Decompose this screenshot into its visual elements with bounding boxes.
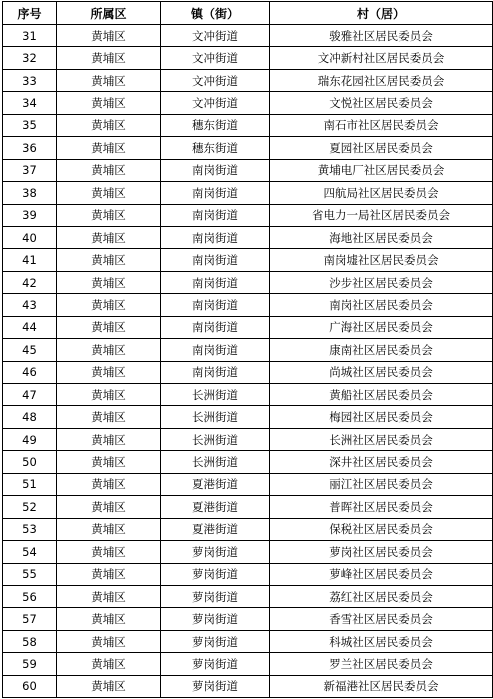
cell-seq: 31 [3,25,57,47]
cell-town: 文冲街道 [161,47,270,69]
cell-town: 南岗街道 [161,204,270,226]
cell-seq: 43 [3,294,57,316]
cell-district: 黄埔区 [57,406,161,428]
cell-district: 黄埔区 [57,25,161,47]
table-header [3,2,493,25]
cell-town: 南岗街道 [161,316,270,338]
cell-seq: 45 [3,339,57,361]
cell-village: 普晖社区居民委员会 [270,496,493,518]
cell-village: 萝峰社区居民委员会 [270,563,493,585]
table-row [3,182,493,204]
cell-town: 夏港街道 [161,496,270,518]
cell-seq: 47 [3,384,57,406]
table-row [3,585,493,607]
cell-village: 丽江社区居民委员会 [270,473,493,495]
cell-seq: 60 [3,675,57,697]
cell-seq: 51 [3,473,57,495]
cell-town: 长洲街道 [161,451,270,473]
cell-village: 罗兰社区居民委员会 [270,653,493,675]
cell-village: 省电力一局社区居民委员会 [270,204,493,226]
cell-district: 黄埔区 [57,204,161,226]
cell-town: 夏港街道 [161,473,270,495]
cell-seq: 52 [3,496,57,518]
table-body [3,25,493,698]
cell-district: 黄埔区 [57,518,161,540]
cell-seq: 37 [3,159,57,181]
table-row [3,69,493,91]
cell-village: 南岗社区居民委员会 [270,294,493,316]
cell-seq: 54 [3,541,57,563]
table-row [3,630,493,652]
cell-seq: 48 [3,406,57,428]
table-row [3,563,493,585]
cell-village: 新福港社区居民委员会 [270,675,493,697]
cell-village: 黄船社区居民委员会 [270,384,493,406]
cell-district: 黄埔区 [57,339,161,361]
cell-village: 保税社区居民委员会 [270,518,493,540]
cell-town: 萝岗街道 [161,563,270,585]
cell-seq: 50 [3,451,57,473]
table-row [3,226,493,248]
header-village: 村（居） [270,2,493,25]
cell-seq: 46 [3,361,57,383]
cell-seq: 42 [3,271,57,293]
cell-town: 夏港街道 [161,518,270,540]
table-row [3,316,493,338]
cell-district: 黄埔区 [57,69,161,91]
cell-town: 萝岗街道 [161,675,270,697]
cell-seq: 36 [3,137,57,159]
table-row [3,541,493,563]
cell-seq: 49 [3,428,57,450]
cell-town: 长洲街道 [161,406,270,428]
cell-seq: 39 [3,204,57,226]
cell-district: 黄埔区 [57,92,161,114]
cell-village: 黄埔电厂社区居民委员会 [270,159,493,181]
cell-district: 黄埔区 [57,541,161,563]
cell-town: 南岗街道 [161,361,270,383]
header-town: 镇（街） [161,2,270,25]
cell-town: 南岗街道 [161,159,270,181]
table-row [3,92,493,114]
cell-village: 夏园社区居民委员会 [270,137,493,159]
table-row [3,339,493,361]
cell-village: 长洲社区居民委员会 [270,428,493,450]
cell-seq: 59 [3,653,57,675]
cell-seq: 35 [3,114,57,136]
cell-village: 康南社区居民委员会 [270,339,493,361]
cell-town: 文冲街道 [161,25,270,47]
table-row [3,294,493,316]
cell-district: 黄埔区 [57,428,161,450]
cell-town: 穗东街道 [161,114,270,136]
cell-town: 文冲街道 [161,69,270,91]
cell-village: 海地社区居民委员会 [270,226,493,248]
cell-town: 长洲街道 [161,428,270,450]
table-row [3,47,493,69]
cell-seq: 41 [3,249,57,271]
cell-village: 尚城社区居民委员会 [270,361,493,383]
cell-village: 梅园社区居民委员会 [270,406,493,428]
cell-village: 科城社区居民委员会 [270,630,493,652]
cell-seq: 57 [3,608,57,630]
cell-town: 萝岗街道 [161,608,270,630]
cell-seq: 38 [3,182,57,204]
table-row [3,249,493,271]
cell-town: 文冲街道 [161,92,270,114]
cell-district: 黄埔区 [57,159,161,181]
cell-town: 萝岗街道 [161,630,270,652]
header-seq: 序号 [3,2,57,25]
table-row [3,137,493,159]
header-row [3,2,493,25]
cell-town: 南岗街道 [161,182,270,204]
cell-seq: 55 [3,563,57,585]
cell-district: 黄埔区 [57,294,161,316]
cell-village: 四航局社区居民委员会 [270,182,493,204]
table-row [3,406,493,428]
table-row [3,271,493,293]
cell-town: 南岗街道 [161,339,270,361]
table-row [3,428,493,450]
table-row [3,675,493,697]
cell-village: 深井社区居民委员会 [270,451,493,473]
table-row [3,114,493,136]
cell-seq: 34 [3,92,57,114]
table-row [3,361,493,383]
cell-village: 广海社区居民委员会 [270,316,493,338]
cell-seq: 58 [3,630,57,652]
cell-district: 黄埔区 [57,47,161,69]
cell-district: 黄埔区 [57,473,161,495]
table-row [3,496,493,518]
cell-district: 黄埔区 [57,608,161,630]
cell-district: 黄埔区 [57,137,161,159]
cell-village: 文冲新村社区居民委员会 [270,47,493,69]
cell-town: 长洲街道 [161,384,270,406]
cell-village: 瑞东花园社区居民委员会 [270,69,493,91]
table-row [3,384,493,406]
cell-district: 黄埔区 [57,249,161,271]
cell-seq: 40 [3,226,57,248]
cell-village: 骏雅社区居民委员会 [270,25,493,47]
cell-district: 黄埔区 [57,675,161,697]
table-row [3,451,493,473]
cell-district: 黄埔区 [57,182,161,204]
cell-seq: 53 [3,518,57,540]
cell-district: 黄埔区 [57,384,161,406]
cell-district: 黄埔区 [57,451,161,473]
cell-town: 南岗街道 [161,226,270,248]
table-row [3,159,493,181]
cell-district: 黄埔区 [57,563,161,585]
cell-village: 文悦社区居民委员会 [270,92,493,114]
cell-seq: 44 [3,316,57,338]
table-row [3,473,493,495]
cell-seq: 33 [3,69,57,91]
cell-town: 南岗街道 [161,249,270,271]
cell-district: 黄埔区 [57,114,161,136]
table-row [3,608,493,630]
cell-town: 穗东街道 [161,137,270,159]
cell-district: 黄埔区 [57,630,161,652]
cell-town: 萝岗街道 [161,653,270,675]
cell-village: 萝岗社区居民委员会 [270,541,493,563]
cell-village: 荔红社区居民委员会 [270,585,493,607]
table-row [3,653,493,675]
cell-seq: 56 [3,585,57,607]
cell-district: 黄埔区 [57,585,161,607]
cell-district: 黄埔区 [57,361,161,383]
table-row [3,25,493,47]
cell-seq: 32 [3,47,57,69]
header-district: 所属区 [57,2,161,25]
cell-district: 黄埔区 [57,316,161,338]
table-row [3,518,493,540]
village-committee-table [2,1,493,698]
cell-town: 萝岗街道 [161,541,270,563]
table-row [3,204,493,226]
cell-village: 沙步社区居民委员会 [270,271,493,293]
cell-village: 南石市社区居民委员会 [270,114,493,136]
cell-town: 南岗街道 [161,271,270,293]
cell-district: 黄埔区 [57,496,161,518]
cell-district: 黄埔区 [57,653,161,675]
cell-town: 萝岗街道 [161,585,270,607]
cell-district: 黄埔区 [57,226,161,248]
cell-district: 黄埔区 [57,271,161,293]
cell-town: 南岗街道 [161,294,270,316]
cell-village: 香雪社区居民委员会 [270,608,493,630]
cell-village: 南岗墟社区居民委员会 [270,249,493,271]
